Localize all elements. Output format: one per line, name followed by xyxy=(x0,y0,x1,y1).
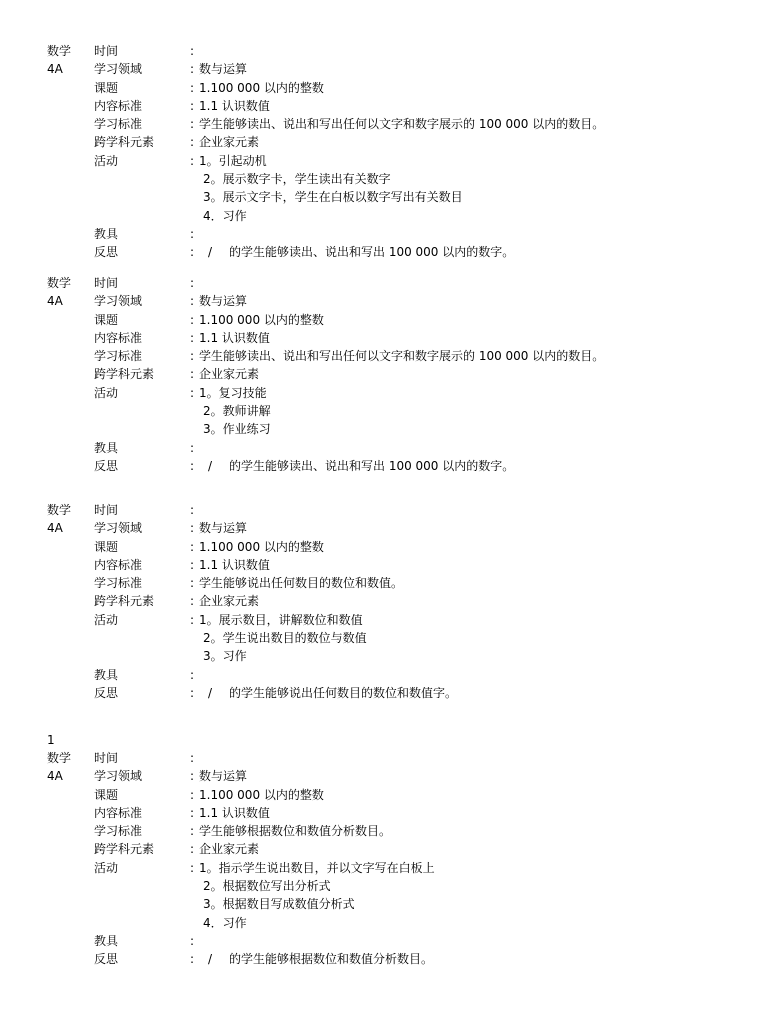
reflection-text: 的学生能够根据数位和数值分析数目。 xyxy=(229,952,434,967)
lesson-block xyxy=(0,274,768,475)
topic-row xyxy=(0,311,768,329)
reflection-text: 的学生能够读出、说出和写出 100 000 以内的数字。 xyxy=(229,458,515,473)
cross-curricular-row xyxy=(0,592,768,610)
topic-row xyxy=(0,79,768,97)
activity-row xyxy=(0,152,768,170)
subject-label: 数学 xyxy=(47,276,72,290)
colon: : xyxy=(190,98,195,113)
reflection-label: 反思 xyxy=(94,245,119,260)
colon: : xyxy=(190,294,195,309)
activity-item: 4．习作 xyxy=(203,915,247,930)
time-row xyxy=(0,501,768,519)
activity-continuation xyxy=(0,420,768,438)
learning-standard-row xyxy=(0,115,768,133)
area-row xyxy=(0,767,768,785)
grade-label: 4A xyxy=(47,769,63,784)
reflection-text: 的学生能够说出任何数目的数位和数值字。 xyxy=(229,685,458,700)
colon: : xyxy=(190,787,195,802)
reflection-slash: / xyxy=(208,458,213,473)
colon: : xyxy=(190,521,195,536)
colon: : xyxy=(190,349,195,364)
colon: : xyxy=(190,367,195,382)
activity-item: 3。作业练习 xyxy=(203,422,271,437)
colon: : xyxy=(190,44,195,58)
colon: : xyxy=(190,62,195,77)
time-label: 时间 xyxy=(94,276,119,290)
cross-curricular-label: 跨学科元素 xyxy=(94,135,155,150)
area-row xyxy=(0,60,768,78)
colon: : xyxy=(190,503,195,517)
subject-label: 数学 xyxy=(47,44,72,58)
colon: : xyxy=(190,576,195,591)
colon: : xyxy=(190,769,195,784)
topic-label: 课题 xyxy=(94,539,119,554)
colon: : xyxy=(190,153,195,168)
colon: : xyxy=(190,276,195,290)
content-standard-value: 1.1 认识数值 xyxy=(199,557,270,572)
activity-row xyxy=(0,384,768,402)
content-standard-row xyxy=(0,329,768,347)
topic-value: 1.100 000 以内的整数 xyxy=(199,539,324,554)
colon: : xyxy=(190,860,195,875)
tools-row xyxy=(0,439,768,457)
activity-row xyxy=(0,611,768,629)
colon: : xyxy=(190,685,195,700)
grade-label: 4A xyxy=(47,294,63,309)
activity-continuation xyxy=(0,877,768,895)
area-label: 学习领域 xyxy=(94,62,143,77)
lesson-block xyxy=(0,749,768,969)
learning-standard-label: 学习标准 xyxy=(94,576,143,591)
activity-item: 1。指示学生说出数目，并以文字写在白板上 xyxy=(199,860,435,875)
activity-continuation xyxy=(0,647,768,665)
area-value: 数与运算 xyxy=(199,62,248,77)
topic-value: 1.100 000 以内的整数 xyxy=(199,80,324,95)
topic-row xyxy=(0,538,768,556)
activity-continuation xyxy=(0,895,768,913)
activity-item: 4．习作 xyxy=(203,208,247,223)
area-value: 数与运算 xyxy=(199,769,248,784)
cross-curricular-label: 跨学科元素 xyxy=(94,842,155,857)
area-value: 数与运算 xyxy=(199,521,248,536)
activity-row xyxy=(0,859,768,877)
content-standard-row xyxy=(0,97,768,115)
learning-standard-row xyxy=(0,822,768,840)
colon: : xyxy=(190,330,195,345)
activity-continuation xyxy=(0,170,768,188)
topic-label: 课题 xyxy=(94,312,119,327)
colon: : xyxy=(190,458,195,473)
topic-row xyxy=(0,786,768,804)
activity-item: 3。习作 xyxy=(203,649,247,664)
activity-item: 2。根据数位写出分析式 xyxy=(203,879,331,894)
time-row xyxy=(0,42,768,60)
topic-value: 1.100 000 以内的整数 xyxy=(199,787,324,802)
reflection-row xyxy=(0,684,768,702)
activity-item: 1。引起动机 xyxy=(199,153,267,168)
activity-label: 活动 xyxy=(94,385,119,400)
time-row xyxy=(0,274,768,292)
reflection-label: 反思 xyxy=(94,685,119,700)
cross-curricular-value: 企业家元素 xyxy=(199,594,260,609)
colon: : xyxy=(190,226,195,241)
topic-label: 课题 xyxy=(94,787,119,802)
colon: : xyxy=(190,135,195,150)
colon: : xyxy=(190,933,195,948)
cross-curricular-value: 企业家元素 xyxy=(199,367,260,382)
activity-item: 2。教师讲解 xyxy=(203,404,271,419)
learning-standard-value: 学生能够读出、说出和写出任何以文字和数字展示的 100 000 以内的数目。 xyxy=(199,117,605,132)
content-standard-row xyxy=(0,804,768,822)
learning-standard-label: 学习标准 xyxy=(94,349,143,364)
learning-standard-label: 学习标准 xyxy=(94,824,143,839)
lesson-block xyxy=(0,42,768,262)
colon: : xyxy=(190,539,195,554)
activity-item: 3。根据数目写成数值分析式 xyxy=(203,897,355,912)
subject-label: 数学 xyxy=(47,751,72,765)
colon: : xyxy=(190,612,195,627)
content-standard-label: 内容标准 xyxy=(94,557,143,572)
reflection-row xyxy=(0,950,768,968)
content-standard-label: 内容标准 xyxy=(94,98,143,113)
cross-curricular-label: 跨学科元素 xyxy=(94,594,155,609)
cross-curricular-value: 企业家元素 xyxy=(199,842,260,857)
page-number-label: 1 xyxy=(47,733,55,747)
reflection-row xyxy=(0,457,768,475)
area-label: 学习领域 xyxy=(94,521,143,536)
activity-continuation xyxy=(0,402,768,420)
topic-label: 课题 xyxy=(94,80,119,95)
content-standard-label: 内容标准 xyxy=(94,330,143,345)
content-standard-value: 1.1 认识数值 xyxy=(199,805,270,820)
tools-label: 教具 xyxy=(94,667,119,682)
activity-continuation xyxy=(0,207,768,225)
colon: : xyxy=(190,952,195,967)
activity-label: 活动 xyxy=(94,612,119,627)
colon: : xyxy=(190,245,195,260)
tools-row xyxy=(0,225,768,243)
learning-standard-value: 学生能够说出任何数目的数位和数值。 xyxy=(199,576,404,591)
reflection-slash: / xyxy=(208,952,213,967)
reflection-text: 的学生能够读出、说出和写出 100 000 以内的数字。 xyxy=(229,245,515,260)
area-label: 学习领域 xyxy=(94,769,143,784)
content-standard-value: 1.1 认识数值 xyxy=(199,98,270,113)
activity-label: 活动 xyxy=(94,153,119,168)
activity-item: 2。学生说出数目的数位与数值 xyxy=(203,631,367,646)
cross-curricular-row xyxy=(0,365,768,383)
time-row xyxy=(0,749,768,767)
learning-standard-value: 学生能够读出、说出和写出任何以文字和数字展示的 100 000 以内的数目。 xyxy=(199,349,605,364)
activity-item: 2。展示数字卡，学生读出有关数字 xyxy=(203,172,391,187)
activity-continuation xyxy=(0,188,768,206)
content-standard-label: 内容标准 xyxy=(94,805,143,820)
grade-label: 4A xyxy=(47,62,63,77)
cross-curricular-row xyxy=(0,840,768,858)
subject-label: 数学 xyxy=(47,503,72,517)
reflection-slash: / xyxy=(208,685,213,700)
learning-standard-value: 学生能够根据数位和数值分析数目。 xyxy=(199,824,392,839)
activity-label: 活动 xyxy=(94,860,119,875)
area-value: 数与运算 xyxy=(199,294,248,309)
colon: : xyxy=(190,824,195,839)
reflection-slash: / xyxy=(208,245,213,260)
cross-curricular-value: 企业家元素 xyxy=(199,135,260,150)
learning-standard-row xyxy=(0,347,768,365)
topic-value: 1.100 000 以内的整数 xyxy=(199,312,324,327)
colon: : xyxy=(190,667,195,682)
colon: : xyxy=(190,117,195,132)
tools-label: 教具 xyxy=(94,440,119,455)
colon: : xyxy=(190,751,195,765)
activity-item: 1。复习技能 xyxy=(199,385,267,400)
activity-item: 3。展示文字卡，学生在白板以数字写出有关数目 xyxy=(203,190,463,205)
colon: : xyxy=(190,80,195,95)
colon: : xyxy=(190,594,195,609)
reflection-label: 反思 xyxy=(94,458,119,473)
colon: : xyxy=(190,385,195,400)
area-label: 学习领域 xyxy=(94,294,143,309)
time-label: 时间 xyxy=(94,751,119,765)
cross-curricular-label: 跨学科元素 xyxy=(94,367,155,382)
colon: : xyxy=(190,805,195,820)
activity-continuation xyxy=(0,914,768,932)
colon: : xyxy=(190,312,195,327)
area-row xyxy=(0,519,768,537)
activity-continuation xyxy=(0,629,768,647)
time-label: 时间 xyxy=(94,503,119,517)
grade-label: 4A xyxy=(47,521,63,536)
lesson-block xyxy=(0,501,768,702)
content-standard-value: 1.1 认识数值 xyxy=(199,330,270,345)
colon: : xyxy=(190,842,195,857)
tools-label: 教具 xyxy=(94,226,119,241)
activity-item: 1。展示数目，讲解数位和数值 xyxy=(199,612,363,627)
learning-standard-label: 学习标准 xyxy=(94,117,143,132)
tools-label: 教具 xyxy=(94,933,119,948)
area-row xyxy=(0,292,768,310)
cross-curricular-row xyxy=(0,133,768,151)
colon: : xyxy=(190,440,195,455)
reflection-label: 反思 xyxy=(94,952,119,967)
colon: : xyxy=(190,557,195,572)
tools-row xyxy=(0,932,768,950)
time-label: 时间 xyxy=(94,44,119,58)
reflection-row xyxy=(0,243,768,261)
content-standard-row xyxy=(0,556,768,574)
learning-standard-row xyxy=(0,574,768,592)
tools-row xyxy=(0,666,768,684)
